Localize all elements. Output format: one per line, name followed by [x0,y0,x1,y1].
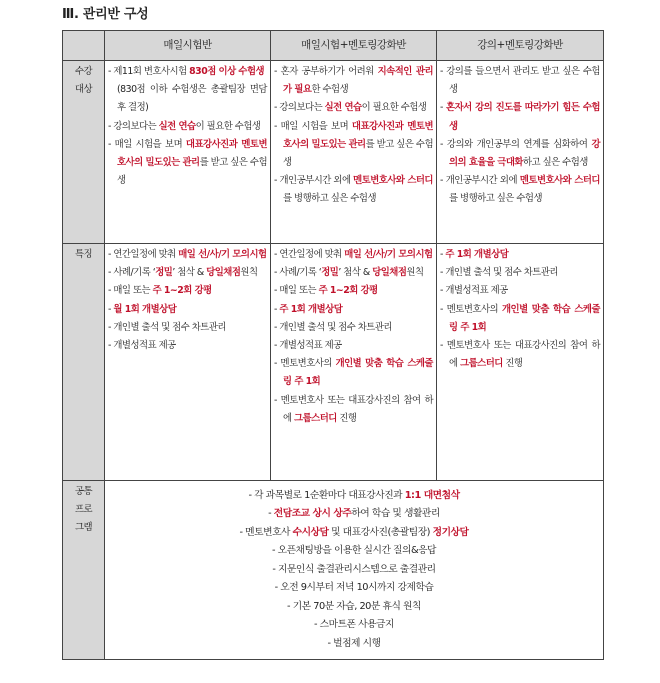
list-item [108,246,267,264]
text-segment: 및 대표강사진(총괄팀장) [328,526,433,538]
list-item [440,264,600,282]
highlight-text: 매일 선/사/기 모의시험 [178,249,267,260]
list-item [108,136,267,191]
header-corner [63,31,105,61]
highlight-text: 대표강사진과 멘토변호사의 밀도있는 관리 [283,120,433,150]
row-label-line: 공통 [74,486,93,497]
highlight-text: 주 1~2회 강평 [318,285,378,297]
list-item [440,282,600,300]
row-label-target [63,61,105,244]
text-segment: 이 필요한 수험생 [195,120,261,132]
common-program-item [108,561,600,580]
text-segment: - 연간일정에 맞춰 [274,249,345,260]
list-item [440,172,600,208]
text-segment: ’ 첨삭 & [338,267,373,279]
highlight-text: 정밀 [155,267,173,279]
highlight-text: 개인별 맞춤 학습 스케줄링 주 1회 [449,303,600,333]
feature-cell-daily-exam [105,244,271,481]
common-program-cell [105,481,604,660]
highlight-text: 1:1 대면첨삭 [404,489,460,501]
column-header-daily-exam-mentoring: 매일시험+멘토링강화반 [271,31,437,61]
highlight-text: 수시상담 [292,526,329,538]
text-segment: - [440,102,447,114]
text-segment: - 기본 70분 자습, 20분 휴식 원칙 [287,600,421,612]
text-segment: - [108,303,114,315]
list-item [274,246,433,264]
common-program-item [108,579,600,598]
highlight-text: 월 1회 개별상담 [113,303,177,315]
text-segment: - 강의와 개인공부의 연계를 심화하여 [440,138,592,150]
text-segment: - 혼자 공부하기가 어려워 [274,66,378,77]
text-segment: - 개인별 출석 및 점수 차트관리 [108,321,226,333]
row-label-line: 수강 [74,66,93,77]
target-cell-daily-exam [105,61,271,244]
list-item [108,264,267,282]
highlight-text: 개인별 맞춤 학습 스케줄링 주 1회 [283,358,433,388]
row-label-line: 특징 [74,249,93,260]
highlight-text: 실전 연습 [158,120,196,132]
list-item [440,337,600,373]
text-segment: - 멘토변호사 또는 대표강사진의 참여 하에 [440,340,600,370]
list-item [440,246,600,264]
list-item [274,392,433,428]
text-segment: - 매일 시험을 보며 [274,120,352,132]
text-segment: - [440,249,446,260]
common-program-item [108,635,600,654]
row-features [63,244,604,481]
text-segment: - 개별성적표 제공 [440,285,508,297]
row-label-line: 대상 [74,84,93,96]
text-segment: - 오전 9시부터 저녁 10시까지 강제학습 [274,582,434,594]
list-item [274,63,433,99]
highlight-text: 정기상담 [432,526,469,538]
text-segment: 하여 학습 및 생활관리 [351,508,440,520]
text-segment: 원칙 [406,267,424,279]
text-segment: - 개인별 출석 및 점수 차트관리 [274,321,392,333]
row-label-common [63,481,105,660]
text-segment: - 벌점제 시행 [327,637,381,649]
list-item [108,319,267,337]
list-item [108,282,267,300]
highlight-text: 당일채점 [372,267,407,279]
row-label-features [63,244,105,481]
common-program-item [108,616,600,635]
highlight-text: 전담조교 상시 상주 [273,508,352,520]
list-item [108,81,267,117]
list-item [274,99,433,117]
text-segment: 진행 [336,412,357,424]
column-header-daily-exam: 매일시험반 [105,31,271,61]
text-segment: - 사례/기록 ‘ [108,267,156,279]
row-label-line: 프로 [74,504,93,516]
list-item [274,282,433,300]
text-segment: - 각 과목별로 1순환마다 대표강사진과 [248,489,405,501]
text-segment: - 개별성적표 제공 [274,340,342,352]
text-segment: 를 병행하고 싶은 수험생 [283,193,377,205]
highlight-text: 강의의 효율을 극대화 [449,138,600,169]
list-item [108,118,267,136]
feature-cell-daily-exam-mentoring [271,244,437,481]
text-segment: - 강의를 들으면서 관리도 받고 싶은 수험생 [440,66,600,96]
list-item [274,118,433,173]
text-segment: 진행 [502,358,523,370]
text-segment: - 스마트폰 사용금지 [314,619,394,631]
text-segment: - 제11회 변호사시험 [108,66,190,77]
highlight-text: 실전 연습 [324,102,362,114]
list-item [440,99,600,135]
text-segment: 원칙 [240,267,258,279]
text-segment: - 사례/기록 ‘ [274,267,322,279]
text-segment: - 강의보다는 [274,102,325,114]
text-segment: 하고 싶은 수험생 [522,157,588,169]
list-item [274,264,433,282]
highlight-text: 그룹스터디 [460,358,503,370]
text-segment: - 멘토변호사의 [440,303,502,315]
text-segment: - 매일 시험을 보며 [108,138,186,150]
highlight-text: 당일채점 [206,267,241,279]
text-segment: - [274,303,280,315]
feature-cell-lecture-mentoring [437,244,604,481]
list-item [108,301,267,319]
list-item [440,63,600,99]
highlight-text: 정밀 [321,267,339,279]
text-segment: - 개인공부시간 외에 [274,175,354,187]
list-item [274,355,433,391]
text-segment: 이 필요한 수험생 [361,102,427,114]
text-segment: - 멘토변호사 [239,526,293,538]
target-cell-lecture-mentoring [437,61,604,244]
highlight-text: 멘토변호사와 스터디 [353,175,433,187]
highlight-text: 주 1회 개별상담 [445,249,509,260]
text-segment: (830점 이하 수험생은 총괄팀장 면담 후 결정) [117,84,267,114]
header-row [63,31,604,61]
text-segment: 한 수험생 [311,84,349,96]
text-segment: - 매일 또는 [108,285,153,297]
text-segment: - 강의보다는 [108,120,159,132]
text-segment: - 개인공부시간 외에 [440,175,520,187]
text-segment: - 지문인식 출결관리시스템으로 출결관리 [272,563,436,575]
text-segment: - 매일 또는 [274,285,319,297]
common-program-item [108,542,600,561]
common-program-item [108,524,600,543]
list-item [274,301,433,319]
text-segment: 를 받고 싶은 수험생 [283,138,433,169]
column-header-lecture-mentoring: 강의+멘토링강화반 [437,31,604,61]
text-segment: - 연간일정에 맞춰 [108,249,179,260]
row-target-students [63,61,604,244]
text-segment: - 개별성적표 제공 [108,340,176,352]
highlight-text: 주 1회 개별상담 [279,303,343,315]
list-item [274,172,433,208]
target-cell-daily-exam-mentoring [271,61,437,244]
text-segment: 를 받고 싶은 수험생 [117,157,267,187]
row-common-program [63,481,604,660]
highlight-text: 매일 선/사/기 모의시험 [344,249,433,260]
text-segment: - [268,508,274,520]
list-item [274,319,433,337]
highlight-text: 지속적인 관리가 필요 [283,66,433,96]
section-heading: Ⅲ. 관리반 구성 [62,7,149,22]
highlight-text: 대표강사진과 멘토변호사의 밀도있는 관리 [117,138,267,169]
text-segment: - 개인별 출석 및 점수 차트관리 [440,267,558,279]
highlight-text: 멘토변호사와 스터디 [519,175,600,187]
highlight-text: 830점 이상 수험생 [189,66,265,77]
class-composition-table [62,30,604,660]
list-item [108,337,267,355]
common-program-item [108,487,600,506]
text-segment: - 멘토변호사 또는 대표강사진의 참여 하에 [274,394,433,424]
highlight-text: 그룹스터디 [294,412,337,424]
common-program-item [108,505,600,524]
list-item [274,337,433,355]
highlight-text: 주 1~2회 강평 [152,285,212,297]
highlight-text: 혼자서 강의 진도를 따라가기 힘든 수험생 [446,102,600,132]
list-item [440,136,600,172]
row-label-line: 그램 [74,522,93,534]
text-segment: 를 병행하고 싶은 수험생 [449,193,543,205]
list-item [440,301,600,337]
common-program-item [108,598,600,617]
text-segment: ’ 첨삭 & [172,267,207,279]
text-segment: - 오픈채팅방을 이용한 실시간 질의&응답 [271,545,437,557]
list-item [108,63,267,81]
text-segment: - 멘토변호사의 [274,358,336,370]
